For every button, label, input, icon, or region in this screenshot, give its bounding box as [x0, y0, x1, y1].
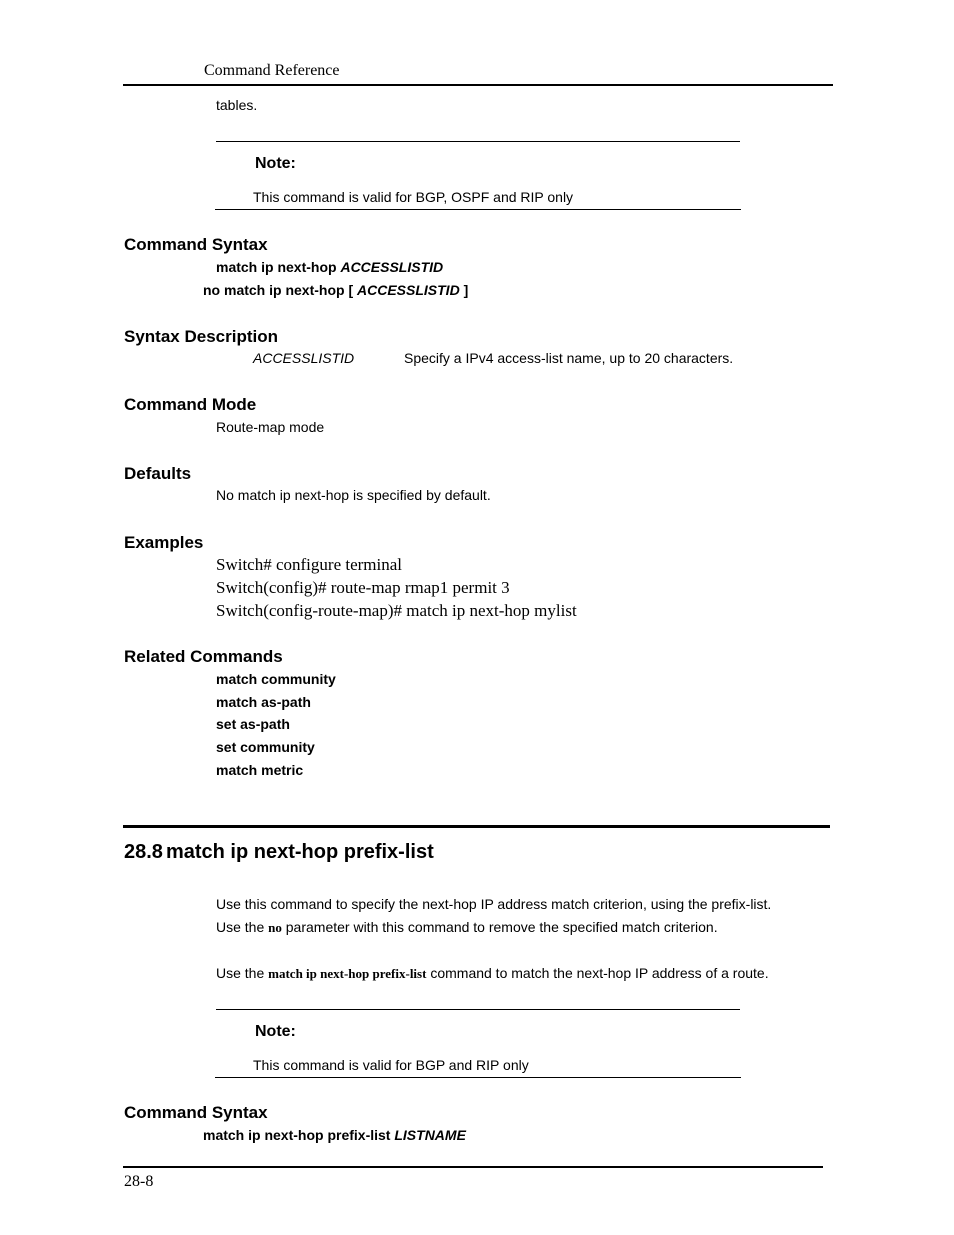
defaults-heading: Defaults [124, 464, 192, 483]
command-mode-text: Route-map mode [216, 419, 325, 435]
syntax-description-heading: Syntax Description [124, 327, 278, 346]
section-title [124, 841, 434, 864]
syntax-bracket: ] [459, 282, 469, 298]
inline-keyword: no [268, 920, 282, 935]
command-mode-heading: Command Mode [124, 395, 257, 414]
intro-text: tables. [216, 97, 258, 113]
command-syntax-heading: Command Syntax [124, 1103, 268, 1122]
related-commands-heading: Related Commands [124, 647, 283, 666]
syntax-command: match ip next-hop [216, 259, 341, 275]
syntax-argument: ACCESSLISTID [340, 259, 444, 275]
related-command: match as-path [216, 694, 311, 710]
header-rule [123, 84, 833, 86]
syntax-line [203, 1127, 466, 1143]
running-header: Command Reference [204, 62, 340, 79]
related-command: set as-path [216, 716, 290, 732]
related-command: set community [216, 739, 315, 755]
note-top-rule [216, 1009, 740, 1010]
note-top-rule [216, 141, 740, 142]
syntax-command: no match ip next-hop [ [203, 282, 357, 298]
note-title: Note: [255, 155, 296, 172]
note-text: This command is valid for BGP, OSPF and RIP only [253, 189, 574, 205]
paragraph: Use this command to specify the next-hop IP address match criterion, using the prefix-list. [216, 896, 772, 912]
param-name: ACCESSLISTID [253, 350, 355, 366]
related-command: match metric [216, 762, 304, 778]
syntax-argument: LISTNAME [394, 1127, 466, 1143]
footer-rule [123, 1166, 823, 1168]
example-line: Switch# configure terminal [216, 555, 403, 574]
syntax-argument: ACCESSLISTID [357, 282, 460, 298]
example-line: Switch(config-route-map)# match ip next-hop mylist [216, 601, 577, 620]
syntax-line-1 [216, 259, 443, 275]
syntax-line-2 [203, 282, 468, 298]
page-number: 28-8 [124, 1173, 154, 1190]
note-bottom-rule [215, 209, 741, 210]
defaults-text: No match ip next-hop is specified by default. [216, 487, 491, 503]
command-syntax-heading: Command Syntax [124, 235, 268, 254]
section-rule [123, 825, 830, 828]
note-bottom-rule [215, 1077, 741, 1078]
section-name: match ip next-hop prefix-list [165, 841, 434, 863]
syntax-command: match ip next-hop prefix-list [203, 1127, 395, 1143]
related-command: match community [216, 671, 336, 687]
note-title: Note: [255, 1023, 296, 1040]
paragraph: Use the no parameter with this command to remove the specified match criterion. [216, 919, 718, 935]
section-number: 28.8 [124, 841, 163, 863]
note-text: This command is valid for BGP and RIP only [253, 1057, 529, 1073]
example-line: Switch(config)# route-map rmap1 permit 3 [216, 578, 510, 597]
inline-keyword: match ip next-hop prefix-list [268, 966, 427, 981]
param-description: Specify a IPv4 access-list name, up to 20 characters. [404, 350, 734, 366]
paragraph: Use the match ip next-hop prefix-list command to match the next-hop IP address of a route. [216, 965, 769, 981]
examples-heading: Examples [124, 533, 204, 552]
